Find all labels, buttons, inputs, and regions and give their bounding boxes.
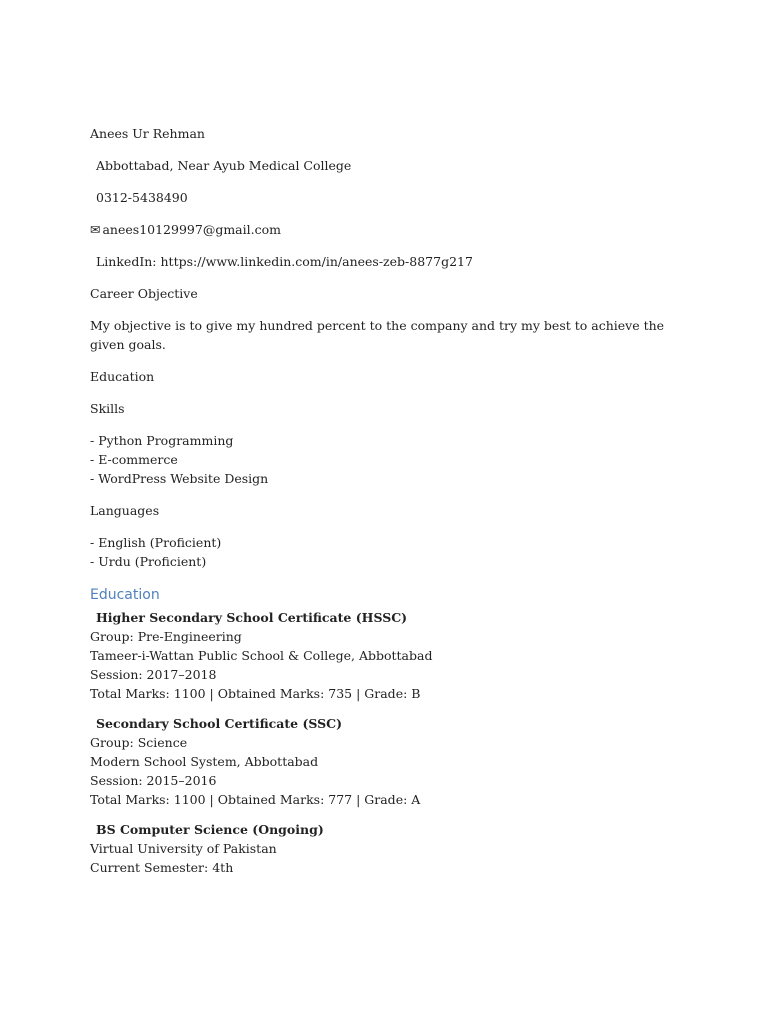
education-entry-line: Group: Pre-Engineering bbox=[90, 629, 242, 644]
language-item: - Urdu (Proficient) bbox=[90, 554, 207, 569]
education-entry-line: Virtual University of Pakistan bbox=[90, 841, 277, 856]
education-entry-line: Total Marks: 1100 | Obtained Marks: 735 | Grade: B bbox=[90, 686, 421, 701]
education-entry-title: Higher Secondary School Certificate (HSSC) bbox=[96, 610, 408, 625]
email-text: anees10129997@gmail.com bbox=[102, 222, 281, 237]
education-entry-hssc bbox=[90, 608, 690, 703]
education-entry-ssc bbox=[90, 714, 690, 809]
education-entry-line: Total Marks: 1100 | Obtained Marks: 777 | Grade: A bbox=[90, 792, 421, 807]
education-label: Education bbox=[90, 369, 155, 384]
resume-name: Anees Ur Rehman bbox=[90, 126, 205, 141]
education-entry-line: Session: 2017–2018 bbox=[90, 667, 217, 682]
education-section-heading: Education bbox=[90, 587, 160, 603]
education-entry-title: BS Computer Science (Ongoing) bbox=[96, 822, 324, 837]
address-text: Abbottabad, Near Ayub Medical College bbox=[96, 158, 352, 173]
skill-item: - E-commerce bbox=[90, 452, 178, 467]
phone-text: 0312-5438490 bbox=[96, 190, 188, 205]
education-entry-line: Tameer-i-Wattan Public School & College, Abbottabad bbox=[90, 648, 433, 663]
career-objective-heading: Career Objective bbox=[90, 286, 198, 301]
skills-heading: Skills bbox=[90, 401, 125, 416]
education-entry-bs bbox=[90, 820, 690, 877]
education-entry-title: Secondary School Certificate (SSC) bbox=[96, 716, 343, 731]
education-entry-line: Session: 2015–2016 bbox=[90, 773, 217, 788]
skill-item: - WordPress Website Design bbox=[90, 471, 269, 486]
language-item: - English (Proficient) bbox=[90, 535, 222, 550]
envelope-icon: ✉ bbox=[90, 222, 101, 237]
education-entry-line: Current Semester: 4th bbox=[90, 860, 234, 875]
email-line bbox=[90, 220, 690, 239]
languages-list bbox=[90, 533, 690, 571]
career-objective-text: My objective is to give my hundred percent to the company and try my best to achieve the given goals. bbox=[90, 318, 665, 352]
skill-item: - Python Programming bbox=[90, 433, 234, 448]
resume-document bbox=[90, 124, 690, 888]
education-entry-line: Group: Science bbox=[90, 735, 188, 750]
linkedin-text: LinkedIn: https://www.linkedin.com/in/anees-zeb-8877g217 bbox=[96, 254, 473, 269]
skills-list bbox=[90, 431, 690, 488]
languages-heading: Languages bbox=[90, 503, 160, 518]
education-entry-line: Modern School System, Abbottabad bbox=[90, 754, 319, 769]
